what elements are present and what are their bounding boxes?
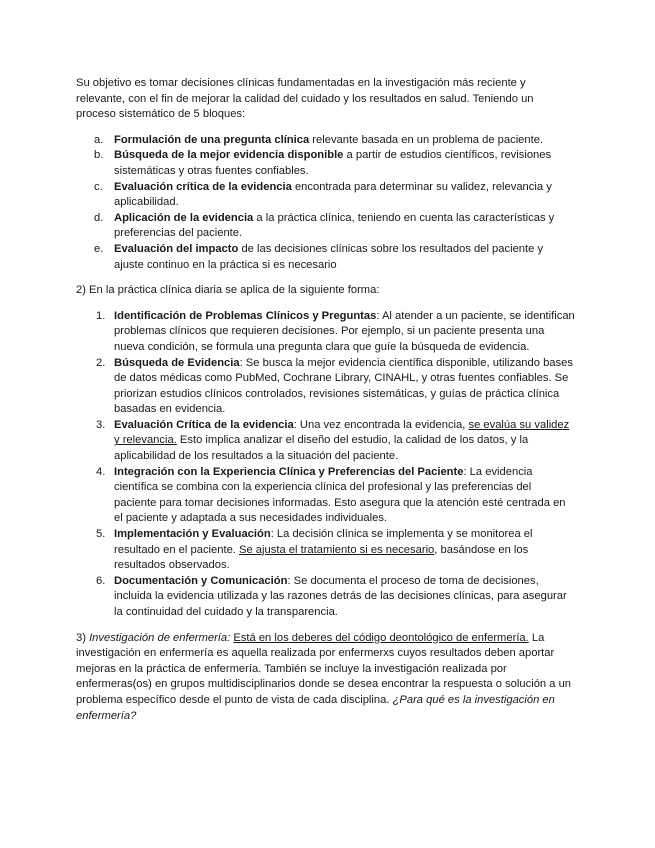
list-marker: 3. [96, 418, 106, 431]
list-marker: 6. [96, 574, 106, 587]
underlined-text: Está en los deberes del código deontológico de enfermería. [233, 631, 529, 644]
list-item [76, 211, 576, 242]
list-marker: a. [94, 133, 104, 146]
item-term: Evaluación del impacto [114, 242, 239, 255]
item-text: : Al atender a un paciente, se identifican problemas clínicos que requieren decisiones. Por ejemplo, si un paciente presenta una nueva condición, se formula una pregunta clara que guíe la búsqueda de evidencia. [114, 309, 575, 353]
list-item [76, 242, 576, 273]
item-term: Documentación y Comunicación [114, 574, 288, 587]
list-item [76, 418, 576, 465]
item-term: Identificación de Problemas Clínicos y Preguntas [114, 309, 377, 322]
list-item [76, 527, 576, 574]
section-3-question: ¿Para qué es la investigación en enfermería? [76, 693, 555, 722]
section-3-lead: Investigación de enfermería: [89, 631, 231, 644]
item-term: Formulación de una pregunta clínica [114, 133, 310, 146]
item-text: a la práctica clínica, teniendo en cuenta las características y preferencias del paciente. [114, 211, 555, 240]
section-3-body: La investigación en enfermería es aquella realizada por enfermerxs cuyos resultados deben aportar mejoras en la práctica de enfermería. También se incluye la investigación realizada por enfermeras(os) en grupos multidisciplinarios donde se desea encontrar la respuesta o solución a un problema específico desde el punto de vista de cada disciplina. [76, 631, 572, 706]
item-term: Búsqueda de Evidencia [114, 356, 240, 369]
blocks-list [76, 133, 576, 273]
item-term: Evaluación Crítica de la evidencia [114, 418, 294, 431]
list-item [76, 180, 576, 211]
item-text: : Se busca la mejor evidencia científica disponible, utilizando bases de datos médicas como PubMed, Cochrane Library, CINAHL, y otras fuentes confiables. Se priorizan estudios clínicos controlados, revisiones sistemáticas, y guías de práctica clínica basadas en evidencia. [114, 356, 573, 416]
list-marker: 4. [96, 465, 106, 478]
item-text: : Se documenta el proceso de toma de decisiones, incluida la evidencia utilizada y las razones detrás de las decisiones clínicas, para asegurar la continuidad del cuidado y la transparencia. [114, 574, 567, 618]
document-page [76, 76, 576, 724]
list-marker: 1. [96, 309, 106, 322]
item-text: : La evidencia científica se combina con la experiencia clínica del profesional y las preferencias del paciente para tomar decisiones informadas. Esto asegura que la atención esté centrada en el paciente y adaptada a sus necesidades individuales. [114, 465, 566, 525]
list-item [76, 574, 576, 621]
section-3-prefix: 3) [76, 631, 90, 644]
list-marker: d. [94, 211, 104, 224]
item-text: : La decisión clínica se implementa y se monitorea el resultado en el paciente. [114, 528, 533, 556]
intro-paragraph: Su objetivo es tomar decisiones clínicas fundamentadas en la investigación más reciente y relevante, con el fin de mejorar la calidad del cuidado y los resultados en salud. Teniendo un proceso sistemático de 5 bloques: [76, 77, 534, 121]
list-item [76, 133, 576, 149]
item-text: de las decisiones clínicas sobre los resultados del paciente y ajuste continuo en la práctica si es necesario [114, 242, 544, 271]
list-item [76, 309, 576, 356]
list-marker: c. [94, 180, 103, 193]
item-term: Implementación y Evaluación [114, 528, 271, 541]
list-marker: 2. [96, 356, 106, 369]
underlined-text: se evalúa su validez y relevancia. [114, 418, 570, 447]
item-text: : Una vez encontrada la evidencia, [293, 418, 469, 431]
steps-list [76, 309, 576, 621]
section-3-paragraph [76, 631, 576, 725]
item-text: a partir de estudios científicos, revisiones sistemáticas y otras fuentes confiables. [114, 149, 552, 177]
item-text: encontrada para determinar su validez, relevancia y aplicabilidad. [114, 180, 552, 209]
item-text-continued: , basándose en los resultados observados. [114, 543, 529, 572]
item-term: Integración con la Experiencia Clínica y Preferencias del Paciente [114, 465, 464, 478]
item-text: relevante basada en un problema de paciente. [309, 133, 544, 146]
item-text-continued: Esto implica analizar el diseño del estudio, la calidad de los datos, y la aplicabilidad de los resultados a la situación del paciente. [114, 434, 529, 463]
list-item [76, 148, 576, 179]
item-term: Búsqueda de la mejor evidencia disponible [114, 149, 344, 162]
list-marker: b. [94, 149, 104, 162]
item-term: Aplicación de la evidencia [114, 211, 254, 224]
underlined-text: Se ajusta el tratamiento si es necesario [239, 543, 435, 556]
item-term: Evaluación crítica de la evidencia [114, 180, 292, 193]
list-item [76, 356, 576, 418]
section-2-heading: 2) En la práctica clínica diaria se aplica de la siguiente forma: [76, 284, 380, 297]
list-marker: e. [94, 242, 104, 255]
list-item [76, 465, 576, 527]
list-marker: 5. [96, 528, 106, 541]
